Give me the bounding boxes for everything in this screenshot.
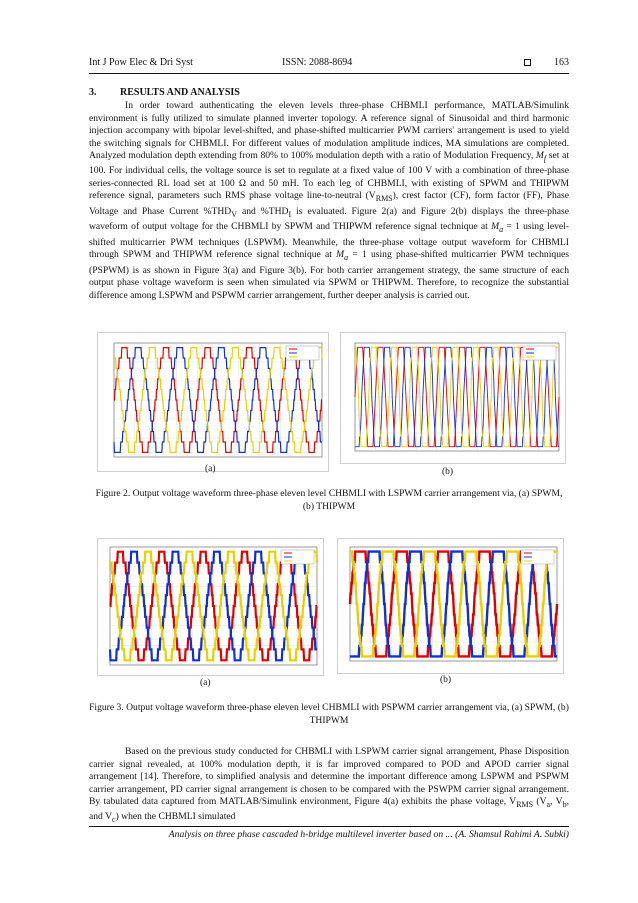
figure-2a-image (97, 332, 329, 472)
page-header (89, 57, 569, 73)
paragraph-results: In order toward authenticating the eleven levels three-phase CHBMLI performance, MATLAB/Simulink environment is fully utilized to simulate planned inverter topology. A reference signal of Sinusoidal and third harmonic injection accompany with bipolar level-shifted, and phase-shifted multicarrier PWM carriers' arrangement is used to yield the switching signals for CHBMLI. For different values of modulation amplitude indices, MA simulations are completed. Analyzed modulation depth extending from 80% to 100% modulation depth with a ratio of Modulation Frequency, $M_f$ set at 100. For individual cells, the voltage source is set to regulate at a fixed value of 100 V with a combination of three-phase series-connected RL load set at 100 Ω and 50 mH. To each leg of CHBMLI, with existing of SPWM and THIPWM reference signal, parameters such RMS phase voltage line-to-neutral $(V_{RMS})$, crest factor (CF), form factor (FF), Phase Voltage and Phase Current $\%THD_V$ and $\%THD_I$ is evaluated. Figure 2(a) and Figure 2(b) displays the three-phase waveform of output voltage for the CHBMLI by SPWM and THIPWM reference signal technique at $M_a = 1$ using level-shifted multicarrier PWM techniques (LSPWM). Meanwhile, the three-phase voltage output waveform for CHBMLI through SPWM and THIPWM reference signal technique at $M_a = 1$ using phase-shifted multicarrier PWM techniques (PSPWM) is as shown in Figure 3(a) and Figure 3(b). For both carrier arrangement strategy, the same structure of each output phase voltage waveform is seen when simulated via SPWM or THIPWM. Therefore, to recognize the substantial difference among LSPWM and PSPWM carrier arrangement, further deeper analysis is carried out. (89, 100, 569, 301)
header-divider (89, 73, 569, 74)
journal-name: Int J Pow Elec & Dri Syst (89, 57, 193, 68)
issn: ISSN: 2088-8694 (282, 57, 353, 68)
figure-3a-image (97, 538, 324, 676)
page-number: 163 (554, 57, 569, 68)
figure-2b-image (340, 332, 566, 464)
figure-2-caption: Figure 2. Output voltage waveform three-phase eleven level CHBMLI with LSPWM carrier arrangement via, (a) SPWM, (b) THIPWM (95, 488, 563, 512)
paragraph-comparison: Based on the previous study conducted for CHBMLI with LSPWM carrier signal arrangement, Phase Disposition carrier signal revealed, at 100% modulation depth, it is far improved compared to POD and APOD carrier signal arrangement [14]. Therefore, to simplified analysis and determine the important difference among LSPWM and PSPWM carrier arrangement, PD carrier signal arrangement is chosen to be compared with the PSWPM carrier signal arrangement. By tabulated data captured from MATLAB/Simulink environment, Figure 4(a) exhibits the phase voltage, $V_{RMS}$ ($V_a$, $V_b$, and $V_c$) when the CHBMLI simulated (89, 746, 569, 825)
figure-3b-label: (b) (440, 675, 452, 685)
figure-3b-image (337, 538, 564, 674)
figure-3-caption: Figure 3. Output voltage waveform three-phase eleven level CHBMLI with PSPWM carrier arrangement via, (a) SPWM, (b) THIPWM (89, 702, 569, 726)
figure-2b-label: (b) (442, 467, 454, 477)
footer-divider (89, 826, 569, 827)
figure-3a-label: (a) (200, 678, 211, 688)
page-footer: Analysis on three phase cascaded h-bridge multilevel inverter based on ... (A. Shamsul Rahimi A. Subki) (168, 829, 569, 840)
section-number: 3. (89, 87, 97, 98)
checkbox-icon (524, 59, 531, 66)
figure-2a-label: (a) (205, 464, 216, 474)
section-title: RESULTS AND ANALYSIS (120, 87, 240, 98)
section-heading (89, 87, 240, 98)
